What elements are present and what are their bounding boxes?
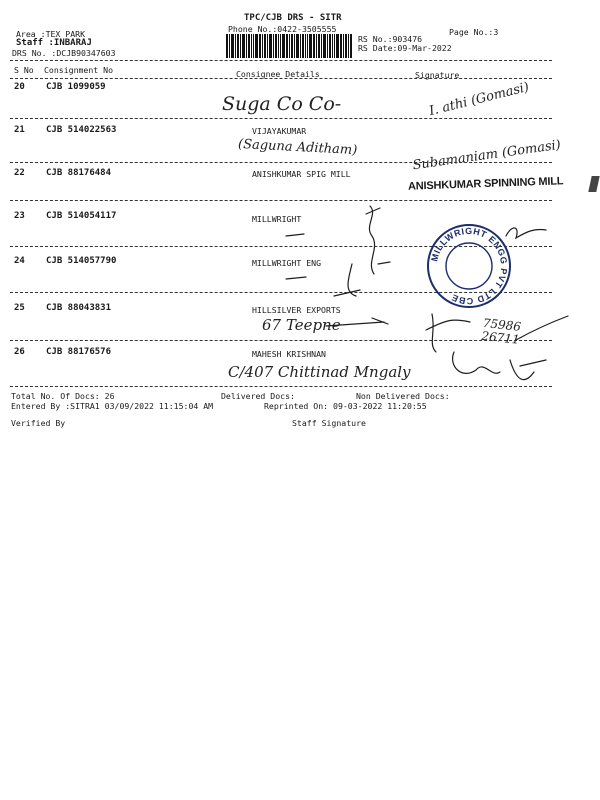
non-delivered-docs: Non Delivered Docs: <box>356 391 450 401</box>
rs-number: RS No.:903476 <box>358 34 423 44</box>
ink-stroke <box>326 318 388 326</box>
ink-stroke <box>516 316 568 340</box>
delivered-docs: Delivered Docs: <box>221 391 295 401</box>
verified-by: Verified By <box>11 418 66 428</box>
area-label: Area :TEX PARK <box>16 29 86 39</box>
ink-stroke <box>369 206 374 274</box>
row-consignment-no: CJB 514057790 <box>46 256 117 266</box>
ink-stroke <box>510 360 546 380</box>
row-sno: 20 <box>14 82 25 92</box>
handwritten-signature: Subamaniam (Gomasi) <box>411 137 562 174</box>
ink-stroke <box>378 262 390 264</box>
row-consignee-name: MILLWRIGHT ENG <box>252 258 322 268</box>
reprinted-on: Reprinted On: 09-03-2022 11:20:55 <box>264 401 427 411</box>
total-docs: Total No. Of Docs: 26 <box>11 391 115 401</box>
company-seal <box>425 222 513 310</box>
handwritten-signature: 75986 26711 <box>480 315 522 347</box>
col-header-consignee: Consignee Details <box>236 69 320 79</box>
row-sno: 26 <box>14 347 25 357</box>
seal-text: MILLWRIGHT ENGG PVT LTD CBE <box>429 225 510 307</box>
drs-number: DRS No. :DCJB90347603 <box>12 48 116 58</box>
document-title: TPC/CJB DRS - SITR <box>244 13 342 23</box>
entered-by: Entered By :SITRA1 03/09/2022 11:15:04 AM <box>11 401 214 411</box>
ink-stroke <box>453 352 500 373</box>
row-consignment-no: CJB 88043831 <box>46 303 112 313</box>
rs-date: RS Date:09-Mar-2022 <box>358 43 452 53</box>
handwritten-consignee: Suga Co Co- <box>222 93 342 115</box>
ink-stroke <box>286 277 306 279</box>
ink-stroke <box>334 264 360 296</box>
staff-label: Staff :INBARAJ <box>16 38 92 48</box>
row-consignment-no: CJB 1099059 <box>46 82 106 92</box>
phone-number: Phone No.:0422-3505555 <box>228 24 337 34</box>
row-consignee-name: MILLWRIGHT <box>252 214 302 224</box>
col-header-consignment: Consignment No <box>44 65 114 75</box>
seal-outer-ring <box>428 225 510 307</box>
ink-stroke <box>426 314 470 352</box>
row-sno: 24 <box>14 256 25 266</box>
svg-text:MILLWRIGHT ENGG PVT LTD CBE <box>429 226 509 306</box>
row-consignment-no: CJB 514022563 <box>46 125 117 135</box>
row-sno: 22 <box>14 168 25 178</box>
col-header-signature: Signature <box>415 70 460 80</box>
row-consignee-name: VIJAYAKUMAR <box>252 126 307 136</box>
handwritten-signature: I. athi (Gomasi) <box>427 79 531 120</box>
handwritten-consignee: 67 Teepne <box>262 316 341 334</box>
handwritten-consignee: (Saguna Aditham) <box>237 136 358 159</box>
seal-inner-ring <box>446 243 492 289</box>
row-sno: 23 <box>14 211 25 221</box>
page-number: Page No.:3 <box>449 27 499 37</box>
col-header-sno: S No <box>14 65 34 75</box>
handwritten-consignee: C/407 Chittinad Mngaly <box>228 363 411 381</box>
row-consignment-no: CJB 88176484 <box>46 168 112 178</box>
row-consignee-name: HILLSILVER EXPORTS <box>252 305 341 315</box>
row-sno: 25 <box>14 303 25 313</box>
row-consignee-name: ANISHKUMAR SPIG MILL <box>252 169 351 179</box>
row-sno: 21 <box>14 125 25 135</box>
row-consignment-no: CJB 88176576 <box>46 347 112 357</box>
staff-signature: Staff Signature <box>292 418 366 428</box>
row-consignment-no: CJB 514054117 <box>46 211 117 221</box>
ink-stroke <box>286 234 304 236</box>
row-consignee-name: MAHESH KRISHNAN <box>252 349 326 359</box>
company-stamp: ANISHKUMAR SPINNING MILL <box>407 175 564 193</box>
